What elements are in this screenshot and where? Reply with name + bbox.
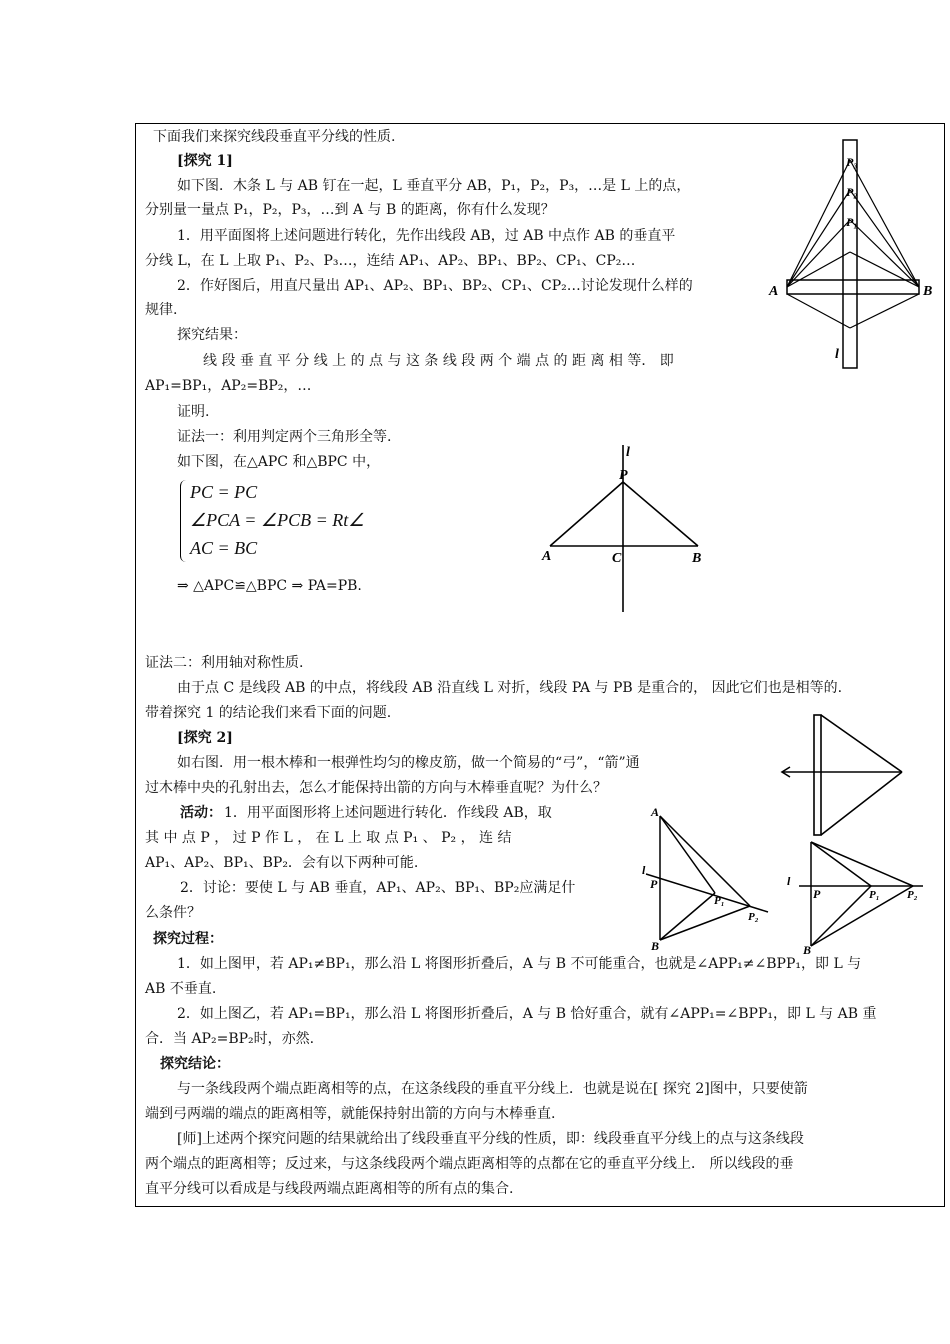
- step1-line: 1．用平面图将上述问题进行转化，先作出线段 AB，过 AB 中点作 AB 的垂直平: [177, 228, 676, 244]
- proof1-line: 如下图，在△APC 和△BPC 中，: [177, 454, 381, 470]
- label-a: A: [542, 549, 552, 564]
- figure-case-b: [785, 838, 925, 956]
- discussion-line: 么条件？: [145, 905, 201, 921]
- explore2-heading: [探究 2]: [177, 730, 233, 746]
- equation-2: ∠PCA = ∠PCB = Rt∠: [190, 510, 365, 530]
- label-p: P: [813, 887, 821, 901]
- label-b: B: [651, 939, 660, 953]
- label-p2: P₂: [846, 185, 858, 199]
- step2-line: 2．作好图后，用直尺量出 AP₁、AP₂、BP₁、BP₂、CP₁、CP₂…讨论发现什么样的: [177, 278, 693, 294]
- proof1-conclusion: ⇒ △APC≌△BPC ⇒ PA=PB.: [177, 578, 362, 594]
- explore1-line: 分别量一量点 P₁，P₂，P₃，…到 A 与 B 的距离，你有什么发现？: [145, 202, 555, 218]
- process-line: 合．当 AP₂=BP₂时，亦然.: [145, 1031, 315, 1047]
- label-a: A: [769, 284, 779, 299]
- process-line: 2．如上图乙，若 AP₁=BP₁，那么沿 L 将图形折叠后，A 与 B 恰好重合，就有∠APP₁=∠BPP₁，即 L 与 AB 重: [177, 1006, 877, 1022]
- label-p1: P₁: [869, 889, 880, 901]
- proof2-line: 由于点 C 是线段 AB 的中点，将线段 AB 沿直线 L 对折，线段 PA 与 PB 是重合的， 因此它们也是相等的.: [177, 680, 843, 696]
- label-a: A: [651, 805, 660, 819]
- label-l: l: [787, 874, 791, 888]
- proof2-line: 带着探究 1 的结论我们来看下面的问题.: [145, 705, 392, 721]
- result-line: 线 段 垂 直 平 分 线 上 的 点 与 这 条 线 段 两 个 端 点 的 距 离 相 等． 即: [203, 353, 674, 369]
- label-p2: P₂: [748, 911, 759, 923]
- process-heading: 探究过程：: [153, 931, 223, 947]
- intro-line: 下面我们来探究线段垂直平分线的性质.: [153, 129, 396, 145]
- activity-label: 活动：: [180, 805, 222, 821]
- explore2-line: 过木棒中央的孔射出去，怎么才能保持出箭的方向与木棒垂直呢？为什么？: [145, 780, 607, 796]
- step2-line: 规律.: [145, 302, 178, 318]
- label-p3: P₃: [846, 155, 858, 169]
- conclusion-line: 端到弓两端的端点的距离相等，就能保持射出箭的方向与木棒垂直.: [145, 1106, 556, 1122]
- equation-1: PC = PC: [190, 482, 258, 502]
- explore2-line: 如右图．用一根木棒和一根弹性均匀的橡皮筋，做一个简易的“弓”，“箭”通: [177, 755, 640, 771]
- label-p: P: [619, 468, 628, 483]
- label-b: B: [803, 943, 812, 957]
- conclusion-heading: 探究结论：: [160, 1056, 230, 1072]
- label-l: l: [642, 863, 646, 877]
- activity-line: 其 中 点 P ， 过 P 作 L ， 在 L 上 取 点 P₁ 、 P₂ ， 连 结: [145, 830, 512, 846]
- equation-brace: [180, 480, 189, 562]
- proof2-heading: 证法二：利用轴对称性质.: [145, 655, 304, 671]
- label-l: l: [835, 347, 839, 362]
- figure-triangle-apc-bpc: [540, 440, 720, 615]
- equation-3: AC = BC: [190, 538, 258, 558]
- figure-bow-arrow: [778, 712, 908, 837]
- process-line: AB 不垂直.: [145, 981, 217, 997]
- label-b: B: [923, 284, 933, 299]
- label-p2: P₂: [907, 889, 918, 901]
- process-line: 1．如上图甲，若 AP₁≠BP₁，那么沿 L 将图形折叠后，A 与 B 不可能重合，也就是∠APP₁≠∠BPP₁，即 L 与: [177, 956, 862, 972]
- explore1-heading: [探究 1]: [177, 153, 233, 169]
- label-p1: P₁: [846, 215, 858, 229]
- label-b: B: [692, 551, 702, 566]
- step1-line: 分线 L，在 L 上取 P₁、P₂、P₃…，连结 AP₁、AP₂、BP₁、BP₂、CP₁、CP₂…: [145, 253, 636, 269]
- teacher-line: 两个端点的距离相等；反过来，与这条线段两个端点距离相等的点都在它的垂直平分线上． 所以线段的垂: [145, 1156, 794, 1172]
- label-l: l: [626, 445, 630, 460]
- activity-line: 1．用平面图形将上述问题进行转化．作线段 AB，取: [224, 805, 552, 821]
- teacher-line: [师]上述两个探究问题的结果就给出了线段垂直平分线的性质，即：线段垂直平分线上的点与这条线段: [177, 1131, 804, 1147]
- explore1-line: 如下图．木条 L 与 AB 钉在一起，L 垂直平分 AB，P₁，P₂，P₃，…是 L 上的点，: [177, 178, 691, 194]
- proof1-heading: 证法一：利用判定两个三角形全等.: [177, 429, 392, 445]
- conclusion-line: 与一条线段两个端点距离相等的点，在这条线段的垂直平分线上．也就是说在[ 探究 2]图中，只要使箭: [177, 1081, 808, 1097]
- result-heading: 探究结果：: [177, 327, 247, 343]
- figure-stick-triangles: [765, 140, 940, 370]
- label-p1: P₁: [714, 895, 725, 907]
- activity-line: AP₁、AP₂、BP₁、BP₂．会有以下两种可能.: [145, 855, 419, 871]
- label-c: C: [612, 551, 622, 566]
- label-p: P: [650, 877, 658, 891]
- result-line: AP₁=BP₁，AP₂=BP₂，…: [145, 378, 312, 394]
- figure-case-a: [640, 805, 775, 953]
- teacher-line: 直平分线可以看成是与线段两端点距离相等的所有点的集合.: [145, 1181, 514, 1197]
- proof-heading: 证明.: [177, 404, 210, 420]
- discussion-line: 2．讨论：要使 L 与 AB 垂直，AP₁、AP₂、BP₁、BP₂应满足什: [180, 880, 576, 896]
